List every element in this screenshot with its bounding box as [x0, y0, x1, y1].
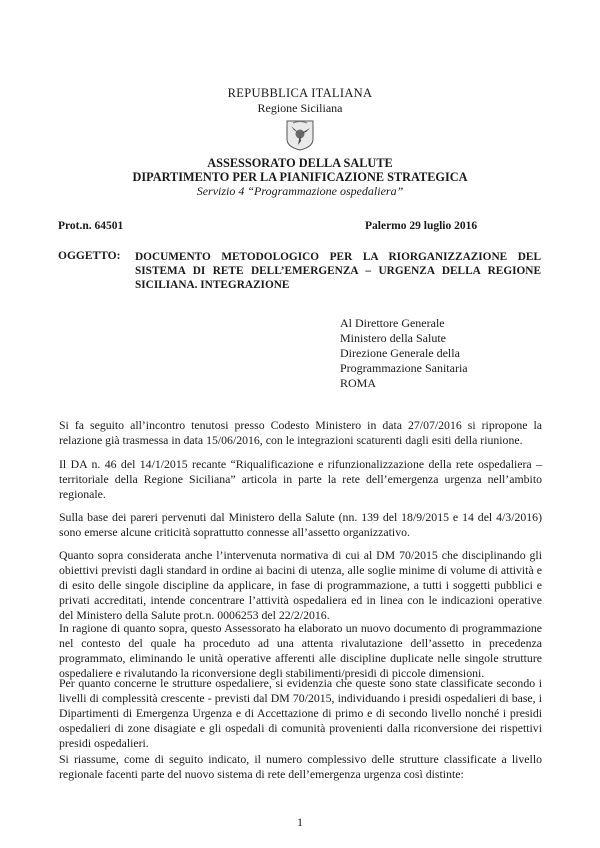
republic-title: REPUBBLICA ITALIANA [227, 86, 373, 100]
body-paragraph: Per quanto concerne le strutture ospedaliere, si evidenzia che queste sono state classificate secondo i livelli di complessità crescente - previsti dal DM 70/2015, individuando i presidi ospedalieri di base, i Dipartimenti di Emergenza Urgenza e di Accettazione di primo e di secondo livello nonché i presidi ospedalieri di zone disagiate e gli ospedali di comunità provenienti dalla riconversione dei rispettivi presidi ospedalieri. [59, 676, 542, 750]
servizio-line: Servizio 4 “Programmazione ospedaliera” [196, 184, 404, 198]
recipient-line: Al Direttore Generale [340, 316, 445, 330]
page-number: 1 [297, 815, 303, 829]
trinacria-emblem-icon [285, 119, 315, 151]
recipient-line: Programmazione Sanitaria [340, 361, 468, 375]
body-paragraph: Si fa seguito all’incontro tenutosi presso Codesto Ministero in data 27/07/2016 si ripropone la relazione già trasmessa in data 15/06/2016, con le integrazioni scaturenti dagli esiti della riunione. [59, 418, 542, 447]
body-paragraph: In ragione di quanto sopra, questo Assessorato ha elaborato un nuovo documento di programmazione nel contesto del quale ha proceduto ad una attenta rivalutazione dell’assetto in precedenza programmato, eliminando le unità operative afferenti alle discipline duplicate nelle singole strutture ospedaliere e rivalutando la riconversione degli stabilimenti/presidi di piccole dimensioni. [59, 621, 542, 680]
body-paragraph: Sulla base dei pareri pervenuti dal Ministero della Salute (nn. 139 del 18/9/2015 e 14 del 4/3/2016) sono emerse alcune criticità soprattutto connesse all’assetto organizzativo. [59, 510, 542, 539]
assessorato-title: ASSESSORATO DELLA SALUTE [207, 156, 393, 170]
recipient-line: Ministero della Salute [340, 331, 446, 345]
dipartimento-title: DIPARTIMENTO PER LA PIANIFICAZIONE STRATEGICA [132, 170, 468, 184]
subject-text: DOCUMENTO METODOLOGICO PER LA RIORGANIZZAZIONE DEL SISTEMA DI RETE DELL’EMERGENZA – URGENZA DELLA REGIONE SICILIANA. INTEGRAZIONE [135, 251, 541, 291]
protocol-number: Prot.n. 64501 [58, 220, 124, 232]
body-paragraph: Quanto sopra considerata anche l’intervenuta normativa di cui al DM 70/2015 che disciplinando gli obiettivi previsti dagli standard in ordine ai bacini di utenza, alle soglie minime di volume di attività e di esito delle singole discipline da applicare, in fase di programmazione, a tutti i soggetti pubblici e privati accreditati, intende concentrare l’attività ospedaliera ed in linea con le indicazioni operative del Ministero della Salute prot.n. 0006253 del 22/2/2016. [59, 548, 542, 622]
body-paragraph: Il DA n. 46 del 14/1/2015 recante “Riqualificazione e rifunzionalizzazione della rete ospedaliera – territoriale della Regione Siciliana” articola in parte la rete dell’emergenza urgenza nell’ambito regionale. [59, 457, 542, 501]
subject-label: OGGETTO: [58, 250, 121, 262]
recipient-line: Direzione Generale della [340, 346, 460, 360]
region-name: Regione Siciliana [257, 101, 343, 115]
place-date: Palermo 29 luglio 2016 [365, 220, 478, 232]
department-heading [0, 156, 600, 184]
body-paragraph: Si riassume, come di seguito indicato, il numero complessivo delle strutture classificate a livello regionale facenti parte del nuovo sistema di rete dell’emergenza urgenza così distinte: [59, 752, 542, 781]
letterhead [0, 86, 600, 151]
recipient-line: ROMA [340, 376, 377, 390]
recipient-address [340, 316, 468, 391]
